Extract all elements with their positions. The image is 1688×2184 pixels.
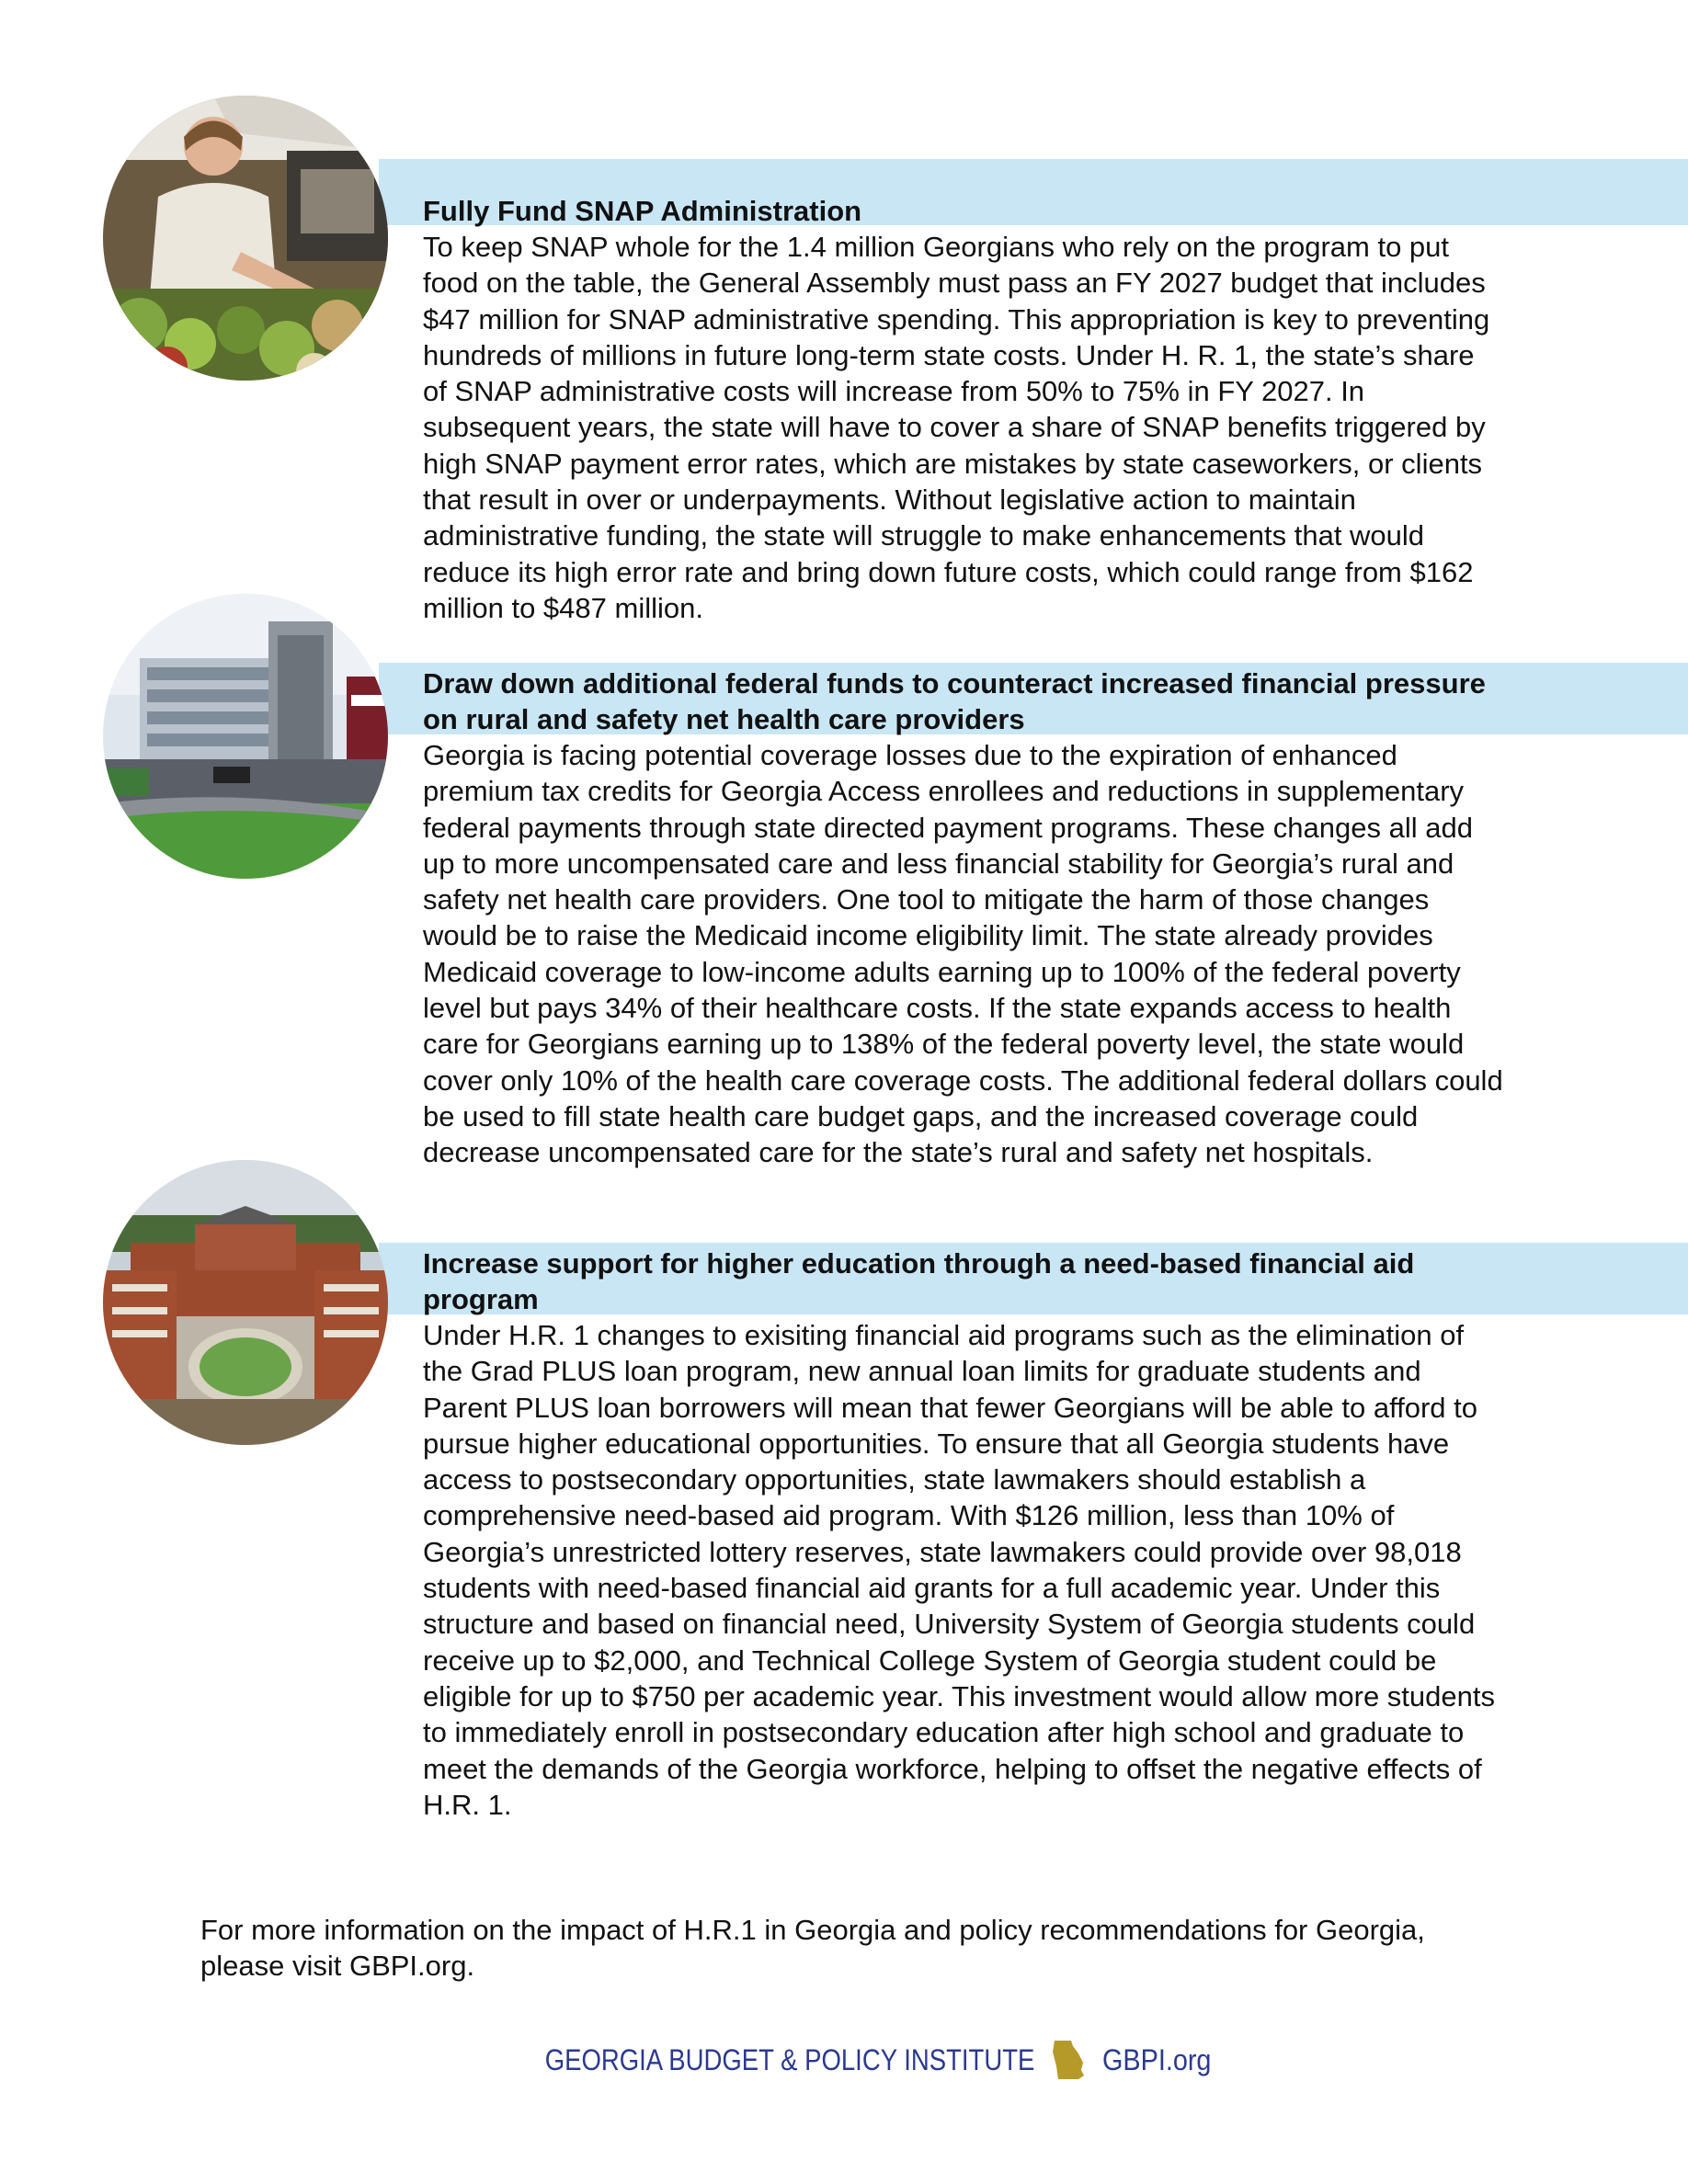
georgia-state-icon <box>1051 2039 1086 2081</box>
section-heading: Increase support for higher education through a need-based financial aid program <box>423 1247 1415 1315</box>
section-body: To keep SNAP whole for the 1.4 million Georgians who rely on the program to put food on the table, the General Assembly must pass an FY 2027 budget that includes $47 million for SNAP administrative spending. This appropriation is key to preventing hundreds of millions in future long-term state costs. Under H. R. 1, the state’s share of SNAP administrative costs will increase from 50% to 75% in FY 2027. In subsequent years, the state will have to cover a share of SNAP benefits triggered by high SNAP payment error rates, which are mistakes by state caseworkers, or clients that result in over or underpayments. Without legislative action to maintain administrative funding, the state will struggle to make enhancements that would reduce its high error rate and bring down future costs, which could range from $162 million to $487 million. <box>423 231 1490 624</box>
footer-org-name: GEORGIA BUDGET & POLICY INSTITUTE <box>544 2042 1034 2076</box>
hospital-building-photo <box>103 594 388 879</box>
section-higher-education-aid <box>423 1246 1503 1823</box>
section-heading: Fully Fund SNAP Administration <box>423 195 862 227</box>
more-info-text: For more information on the impact of H.R.1 in Georgia and policy recommendations for Georgia, please visit GBPI.org. <box>200 1914 1425 1982</box>
section-body: Georgia is facing potential coverage losses due to the expiration of enhanced premium tax credits for Georgia Access enrollees and reductions in supplementary federal payments through state directed payment programs. These changes all add up to more uncompensated care and less financial stability for Georgia’s rural and safety net health care providers. One tool to mitigate the harm of those changes would be to raise the Medicaid income eligibility limit. The state already provides Medicaid coverage to low-income adults earning up to 100% of the federal poverty level but pays 34% of their healthcare costs. If the state expands access to health care for Georgians earning up to 138% of the federal poverty level, the state would cover only 10% of the health care coverage costs. The additional federal dollars could be used to fill state health care budget gaps, and the increased coverage could decrease uncompensated care for the state’s rural and safety net hospitals. <box>423 739 1503 1169</box>
footer-branding <box>0 2037 1688 2083</box>
farmers-market-photo <box>103 96 388 381</box>
section-snap-administration <box>423 193 1503 626</box>
section-body: Under H.R. 1 changes to exisiting financial aid programs such as the elimination of the Grad PLUS loan program, new annual loan limits for graduate students and Parent PLUS loan borrowers will mean that fewer Georgians will be able to afford to pursue higher educational opportunities. To ensure that all Georgia students have access to postsecondary opportunities, state lawmakers should establish a comprehensive need-based aid program. With $126 million, less than 10% of Georgia’s unrestricted lottery reserves, state lawmakers could provide over 98,018 students with need-based financial aid grants for a full academic year. Under this structure and based on financial need, University System of Georgia students could receive up to $2,000, and Technical College System of Georgia student could be eligible for up to $750 per academic year. This investment would allow more students to immediately enroll in postsecondary education after high school and graduate to meet the demands of the Georgia workforce, helping to offset the negative effects of H.R. 1. <box>423 1319 1495 1821</box>
footer-website-link[interactable]: GBPI.org <box>1101 2042 1212 2076</box>
campus-building-photo <box>103 1160 388 1445</box>
section-federal-health-funds <box>423 665 1503 1171</box>
section-heading: Draw down additional federal funds to counteract increased financial pressure on rural and safety net health care providers <box>423 667 1486 735</box>
